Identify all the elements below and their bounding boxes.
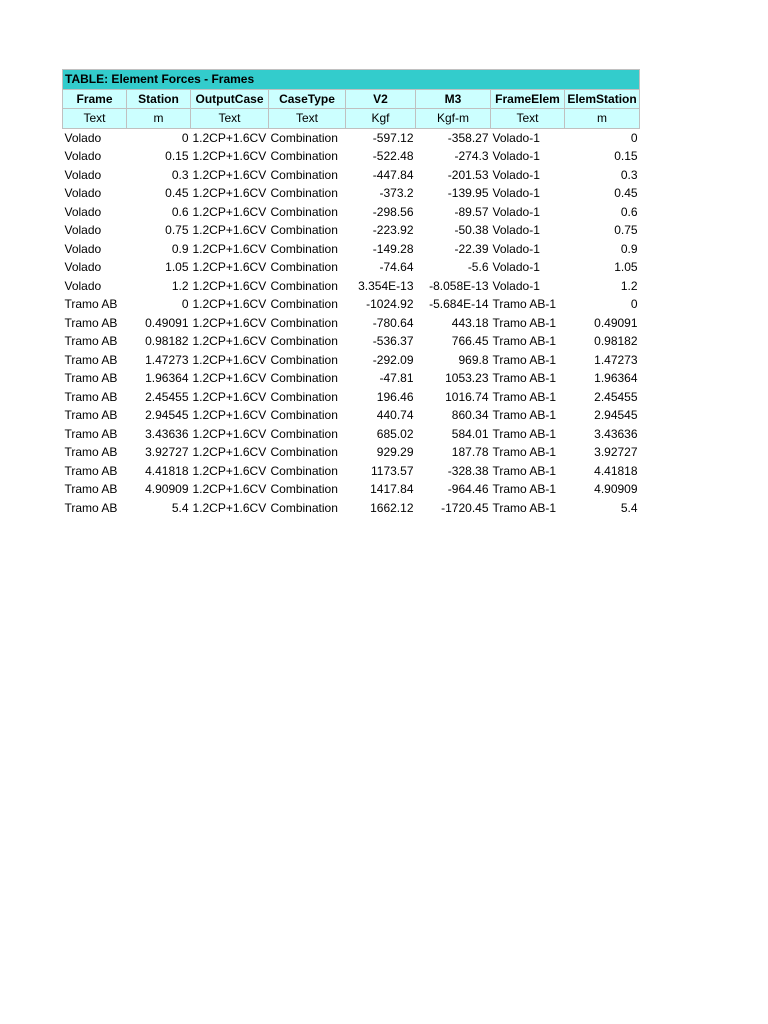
- cell-casetype[interactable]: Combination: [270, 445, 338, 460]
- cell-outputcase[interactable]: 1.2CP+1.6CV: [192, 278, 267, 293]
- header-station[interactable]: Station: [127, 89, 191, 109]
- cell-casetype[interactable]: Combination: [270, 204, 338, 219]
- cell-v2[interactable]: -223.92: [372, 223, 414, 238]
- cell-station[interactable]: 3.43636: [145, 426, 189, 441]
- cell-frame[interactable]: Volado: [64, 260, 102, 275]
- cell-casetype[interactable]: Combination: [270, 241, 338, 256]
- table-row: [63, 406, 640, 425]
- cell-outputcase[interactable]: 1.2CP+1.6CV: [192, 260, 267, 275]
- cell-outputcase[interactable]: 1.2CP+1.6CV: [192, 315, 267, 330]
- cell-station[interactable]: 0.6: [171, 204, 189, 219]
- cell-outputcase[interactable]: 1.2CP+1.6CV: [192, 186, 267, 201]
- cell-frameelem[interactable]: Tramo AB-1: [492, 352, 557, 367]
- cell-v2[interactable]: -292.09: [372, 352, 414, 367]
- table-row: [63, 480, 640, 499]
- cell-v2[interactable]: 3.354E-13: [358, 278, 414, 293]
- cell-frameelem[interactable]: Tramo AB-1: [492, 315, 557, 330]
- cell-m3[interactable]: -358.27: [447, 130, 489, 145]
- cell-frame[interactable]: Tramo AB: [64, 297, 118, 312]
- cell-station[interactable]: 0.3: [171, 167, 189, 182]
- cell-station[interactable]: 0: [181, 130, 189, 145]
- cell-frame[interactable]: Tramo AB: [64, 445, 118, 460]
- cell-elemstation[interactable]: 1.2: [620, 278, 638, 293]
- cell-elemstation[interactable]: 0.15: [614, 149, 638, 164]
- cell-m3[interactable]: 443.18: [451, 315, 489, 330]
- cell-casetype[interactable]: Combination: [270, 352, 338, 367]
- cell-elemstation[interactable]: 0.98182: [594, 334, 638, 349]
- cell-m3[interactable]: -201.53: [447, 167, 489, 182]
- cell-frameelem[interactable]: Volado-1: [492, 186, 540, 201]
- cell-casetype[interactable]: Combination: [270, 223, 338, 238]
- cell-elemstation[interactable]: 0.6: [620, 204, 638, 219]
- cell-v2[interactable]: -522.48: [372, 149, 414, 164]
- table-row: [63, 166, 640, 185]
- cell-frame[interactable]: Volado: [64, 223, 102, 238]
- cell-outputcase[interactable]: 1.2CP+1.6CV: [192, 445, 267, 460]
- cell-casetype[interactable]: Combination: [270, 297, 338, 312]
- table-row: [63, 425, 640, 444]
- cell-frameelem[interactable]: Volado-1: [492, 130, 540, 145]
- cell-m3[interactable]: 969.8: [458, 352, 489, 367]
- table-row: [63, 295, 640, 314]
- cell-m3[interactable]: -50.38: [454, 223, 489, 238]
- table-row: [63, 369, 640, 388]
- cell-elemstation[interactable]: 2.45455: [594, 389, 638, 404]
- cell-v2[interactable]: 1173.57: [371, 463, 414, 478]
- cell-v2[interactable]: 1417.84: [370, 482, 414, 497]
- table-row: [63, 443, 640, 462]
- cell-frame[interactable]: Tramo AB: [64, 463, 118, 478]
- cell-v2[interactable]: 1662.12: [370, 500, 414, 515]
- cell-casetype[interactable]: Combination: [270, 130, 338, 145]
- cell-m3[interactable]: -1720.45: [441, 500, 489, 515]
- cell-elemstation[interactable]: 0.3: [620, 167, 638, 182]
- cell-station[interactable]: 1.47273: [145, 352, 189, 367]
- cell-outputcase[interactable]: 1.2CP+1.6CV: [192, 500, 267, 515]
- cell-v2[interactable]: 440.74: [376, 408, 414, 423]
- cell-frame[interactable]: Tramo AB: [64, 334, 118, 349]
- cell-elemstation[interactable]: 4.90909: [594, 482, 638, 497]
- table-row: [63, 351, 640, 370]
- cell-m3[interactable]: -274.3: [454, 149, 489, 164]
- cell-casetype[interactable]: Combination: [270, 389, 338, 404]
- cell-m3[interactable]: -8.058E-13: [429, 278, 489, 293]
- cell-m3[interactable]: 1053.23: [445, 371, 489, 386]
- cell-frameelem[interactable]: Tramo AB-1: [492, 371, 557, 386]
- cell-casetype[interactable]: Combination: [270, 334, 338, 349]
- cell-elemstation[interactable]: 0.9: [620, 241, 638, 256]
- cell-station[interactable]: 1.2: [171, 278, 189, 293]
- cell-casetype[interactable]: Combination: [270, 482, 338, 497]
- cell-station[interactable]: 4.90909: [145, 482, 189, 497]
- cell-outputcase[interactable]: 1.2CP+1.6CV: [192, 426, 267, 441]
- unit-station[interactable]: m: [127, 109, 191, 129]
- cell-outputcase[interactable]: 1.2CP+1.6CV: [192, 334, 267, 349]
- cell-station[interactable]: 0: [181, 297, 189, 312]
- cell-elemstation[interactable]: 1.47273: [594, 352, 638, 367]
- cell-frameelem[interactable]: Volado-1: [492, 167, 540, 182]
- cell-v2[interactable]: -447.84: [372, 167, 414, 182]
- cell-m3[interactable]: -328.38: [447, 463, 489, 478]
- cell-outputcase[interactable]: 1.2CP+1.6CV: [192, 352, 267, 367]
- cell-station[interactable]: 2.45455: [145, 389, 189, 404]
- table-row: [63, 221, 640, 240]
- unit-elemstation[interactable]: m: [565, 109, 640, 129]
- cell-frame[interactable]: Tramo AB: [64, 315, 118, 330]
- cell-v2[interactable]: -74.64: [379, 260, 414, 275]
- cell-m3[interactable]: 1016.74: [445, 389, 489, 404]
- cell-casetype[interactable]: Combination: [270, 408, 338, 423]
- cell-casetype[interactable]: Combination: [270, 371, 338, 386]
- table-row: [63, 462, 640, 481]
- header-outputcase[interactable]: OutputCase: [191, 89, 269, 109]
- unit-v2[interactable]: Kgf: [346, 109, 416, 129]
- cell-frameelem[interactable]: Volado-1: [492, 260, 540, 275]
- cell-station[interactable]: 0.49091: [145, 315, 189, 330]
- cell-frame[interactable]: Tramo AB: [64, 352, 118, 367]
- cell-casetype[interactable]: Combination: [270, 278, 338, 293]
- cell-frame[interactable]: Tramo AB: [64, 371, 118, 386]
- cell-frame[interactable]: Volado: [64, 130, 102, 145]
- cell-elemstation[interactable]: 2.94545: [594, 408, 638, 423]
- cell-casetype[interactable]: Combination: [270, 149, 338, 164]
- cell-station[interactable]: 0.75: [165, 223, 189, 238]
- cell-station[interactable]: 0.98182: [145, 334, 189, 349]
- header-m3[interactable]: M3: [416, 89, 491, 109]
- cell-frame[interactable]: Volado: [64, 149, 102, 164]
- cell-outputcase[interactable]: 1.2CP+1.6CV: [192, 297, 267, 312]
- cell-elemstation[interactable]: 0.49091: [594, 315, 638, 330]
- cell-v2[interactable]: -780.64: [372, 315, 414, 330]
- cell-m3[interactable]: -22.39: [454, 241, 489, 256]
- cell-v2[interactable]: 196.46: [376, 389, 414, 404]
- cell-elemstation[interactable]: 3.43636: [594, 426, 638, 441]
- cell-elemstation[interactable]: 1.05: [614, 260, 638, 275]
- cell-frameelem[interactable]: Tramo AB-1: [492, 426, 557, 441]
- unit-frameelem[interactable]: Text: [491, 109, 565, 129]
- cell-frame[interactable]: Tramo AB: [64, 408, 118, 423]
- table-row: [63, 258, 640, 277]
- cell-elemstation[interactable]: 0.75: [614, 223, 638, 238]
- cell-v2[interactable]: -373.2: [379, 186, 414, 201]
- cell-station[interactable]: 2.94545: [145, 408, 189, 423]
- unit-m3[interactable]: Kgf-m: [416, 109, 491, 129]
- cell-elemstation[interactable]: 3.92727: [594, 445, 638, 460]
- cell-station[interactable]: 1.96364: [145, 371, 189, 386]
- element-forces-table: [62, 69, 640, 517]
- cell-frame[interactable]: Tramo AB: [64, 426, 118, 441]
- table-title-row: [63, 70, 640, 90]
- cell-outputcase[interactable]: 1.2CP+1.6CV: [192, 482, 267, 497]
- unit-frame[interactable]: Text: [63, 109, 127, 129]
- cell-frameelem[interactable]: Tramo AB-1: [492, 482, 557, 497]
- cell-m3[interactable]: -964.46: [447, 482, 489, 497]
- cell-frameelem[interactable]: Tramo AB-1: [492, 297, 557, 312]
- cell-m3[interactable]: -5.684E-14: [429, 297, 489, 312]
- cell-station[interactable]: 3.92727: [145, 445, 189, 460]
- cell-station[interactable]: 5.4: [171, 500, 189, 515]
- cell-m3[interactable]: 584.01: [451, 426, 489, 441]
- cell-frame[interactable]: Tramo AB: [64, 389, 118, 404]
- cell-v2[interactable]: -47.81: [379, 371, 414, 386]
- unit-casetype[interactable]: Text: [269, 109, 346, 129]
- cell-m3[interactable]: -139.95: [447, 186, 489, 201]
- header-casetype[interactable]: CaseType: [269, 89, 346, 109]
- cell-m3[interactable]: 766.45: [451, 334, 489, 349]
- table-row: [63, 332, 640, 351]
- cell-m3[interactable]: -89.57: [454, 204, 489, 219]
- cell-outputcase[interactable]: 1.2CP+1.6CV: [192, 223, 267, 238]
- cell-v2[interactable]: -597.12: [372, 130, 414, 145]
- cell-frameelem[interactable]: Volado-1: [492, 204, 540, 219]
- cell-outputcase[interactable]: 1.2CP+1.6CV: [192, 241, 267, 256]
- cell-frame[interactable]: Volado: [64, 204, 102, 219]
- header-elemstation[interactable]: ElemStation: [565, 89, 640, 109]
- cell-casetype[interactable]: Combination: [270, 186, 338, 201]
- cell-frameelem[interactable]: Tramo AB-1: [492, 389, 557, 404]
- cell-elemstation[interactable]: 0.45: [614, 186, 638, 201]
- cell-casetype[interactable]: Combination: [270, 167, 338, 182]
- cell-frame[interactable]: Volado: [64, 167, 102, 182]
- cell-station[interactable]: 0.45: [165, 186, 189, 201]
- table-row: [63, 314, 640, 333]
- cell-frame[interactable]: Volado: [64, 278, 102, 293]
- cell-frameelem[interactable]: Tramo AB-1: [492, 500, 557, 515]
- cell-elemstation[interactable]: 5.4: [620, 500, 638, 515]
- cell-outputcase[interactable]: 1.2CP+1.6CV: [192, 389, 267, 404]
- cell-frame[interactable]: Volado: [64, 241, 102, 256]
- cell-frameelem[interactable]: Tramo AB-1: [492, 463, 557, 478]
- cell-casetype[interactable]: Combination: [270, 463, 338, 478]
- cell-frameelem[interactable]: Volado-1: [492, 241, 540, 256]
- cell-frameelem[interactable]: Tramo AB-1: [492, 408, 557, 423]
- cell-v2[interactable]: -149.28: [372, 241, 414, 256]
- cell-elemstation[interactable]: 4.41818: [594, 463, 638, 478]
- cell-frameelem[interactable]: Tramo AB-1: [492, 445, 557, 460]
- table-row: [63, 203, 640, 222]
- header-v2[interactable]: V2: [346, 89, 416, 109]
- cell-frameelem[interactable]: Volado-1: [492, 149, 540, 164]
- table-row: [63, 184, 640, 203]
- cell-frameelem[interactable]: Tramo AB-1: [492, 334, 557, 349]
- cell-frame[interactable]: Tramo AB: [64, 482, 118, 497]
- cell-casetype[interactable]: Combination: [270, 315, 338, 330]
- units-row: [63, 109, 640, 129]
- cell-v2[interactable]: -536.37: [372, 334, 414, 349]
- cell-v2[interactable]: -1024.92: [366, 297, 414, 312]
- table-row: [63, 147, 640, 166]
- cell-station[interactable]: 0.9: [171, 241, 189, 256]
- cell-outputcase[interactable]: 1.2CP+1.6CV: [192, 149, 267, 164]
- table-row: [63, 388, 640, 407]
- table-row: [63, 240, 640, 259]
- cell-m3[interactable]: 860.34: [451, 408, 489, 423]
- header-frameelem[interactable]: FrameElem: [491, 89, 565, 109]
- cell-frame[interactable]: Tramo AB: [64, 500, 118, 515]
- table-row: [63, 499, 640, 518]
- cell-m3[interactable]: 187.78: [451, 445, 489, 460]
- header-frame[interactable]: Frame: [63, 89, 127, 109]
- cell-m3[interactable]: -5.6: [467, 260, 489, 275]
- cell-outputcase[interactable]: 1.2CP+1.6CV: [192, 463, 267, 478]
- cell-outputcase[interactable]: 1.2CP+1.6CV: [192, 167, 267, 182]
- cell-outputcase[interactable]: 1.2CP+1.6CV: [192, 371, 267, 386]
- cell-v2[interactable]: 929.29: [376, 445, 414, 460]
- cell-v2[interactable]: -298.56: [372, 204, 414, 219]
- cell-outputcase[interactable]: 1.2CP+1.6CV: [192, 204, 267, 219]
- table-row: [63, 128, 640, 147]
- cell-casetype[interactable]: Combination: [270, 260, 338, 275]
- cell-frame[interactable]: Volado: [64, 186, 102, 201]
- cell-frameelem[interactable]: Volado-1: [492, 223, 540, 238]
- cell-casetype[interactable]: Combination: [270, 426, 338, 441]
- cell-elemstation[interactable]: 1.96364: [594, 371, 638, 386]
- cell-outputcase[interactable]: 1.2CP+1.6CV: [192, 130, 267, 145]
- cell-elemstation[interactable]: 0: [630, 297, 638, 312]
- table-title[interactable]: TABLE: Element Forces - Frames: [63, 70, 640, 90]
- cell-station[interactable]: 0.15: [165, 149, 189, 164]
- cell-outputcase[interactable]: 1.2CP+1.6CV: [192, 408, 267, 423]
- cell-frameelem[interactable]: Volado-1: [492, 278, 540, 293]
- cell-station[interactable]: 4.41818: [145, 463, 189, 478]
- unit-outputcase[interactable]: Text: [191, 109, 269, 129]
- cell-station[interactable]: 1.05: [165, 260, 189, 275]
- column-header-row: [63, 89, 640, 109]
- cell-elemstation[interactable]: 0: [630, 130, 638, 145]
- table-row: [63, 277, 640, 296]
- cell-v2[interactable]: 685.02: [376, 426, 414, 441]
- cell-casetype[interactable]: Combination: [270, 500, 338, 515]
